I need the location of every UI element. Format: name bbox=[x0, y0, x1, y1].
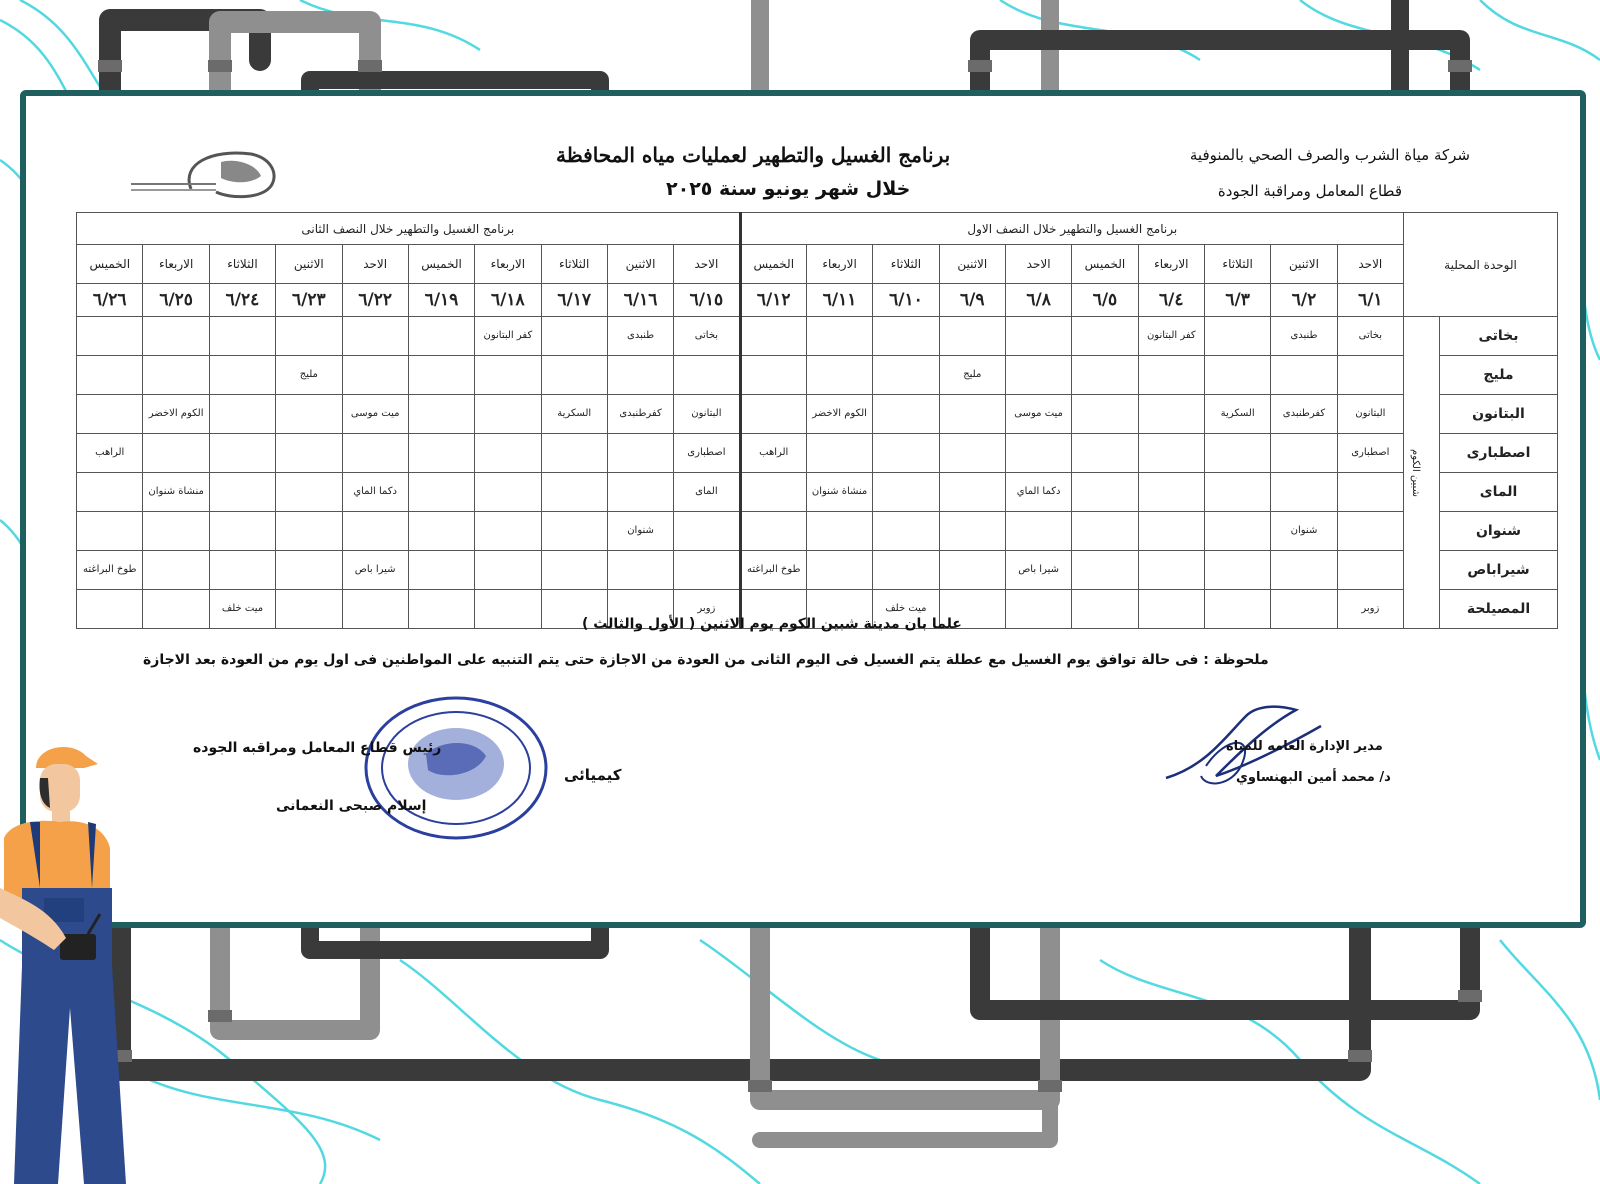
schedule-cell bbox=[541, 551, 607, 590]
schedule-cell bbox=[276, 590, 342, 629]
schedule-cell bbox=[1138, 590, 1204, 629]
date-header: ٦/٢٣ bbox=[276, 284, 342, 317]
schedule-cell bbox=[408, 317, 474, 356]
schedule-cell bbox=[1204, 551, 1270, 590]
first-half-header: برنامج الغسيل والتطهير خلال النصف الاول bbox=[740, 213, 1403, 245]
schedule-cell: دكما الماي bbox=[342, 473, 408, 512]
day-header: الخميس bbox=[1072, 245, 1138, 284]
schedule-cell bbox=[1072, 395, 1138, 434]
date-header: ٦/٢٤ bbox=[209, 284, 275, 317]
day-header: الاربعاء bbox=[806, 245, 872, 284]
schedule-cell: كفرطنبدى bbox=[607, 395, 673, 434]
table-row bbox=[77, 551, 1558, 590]
schedule-cell bbox=[740, 512, 806, 551]
day-header: الاثنين bbox=[276, 245, 342, 284]
schedule-cell: السكرية bbox=[541, 395, 607, 434]
schedule-cell: السكرية bbox=[1204, 395, 1270, 434]
schedule-cell: شيرا باص bbox=[1005, 551, 1071, 590]
schedule-cell: بخاتى bbox=[674, 317, 740, 356]
table-row bbox=[77, 395, 1558, 434]
schedule-cell bbox=[1271, 434, 1337, 473]
schedule-cell bbox=[1138, 356, 1204, 395]
schedule-cell: ميت خلف bbox=[873, 590, 939, 629]
schedule-cell: كفر البتانون bbox=[475, 317, 541, 356]
schedule-cell: طوخ البراغته bbox=[77, 551, 143, 590]
schedule-cell bbox=[674, 512, 740, 551]
washing-schedule-table bbox=[76, 212, 1558, 629]
schedule-cell: اصطبارى bbox=[1337, 434, 1403, 473]
schedule-cell bbox=[541, 512, 607, 551]
schedule-cell bbox=[806, 356, 872, 395]
schedule-cell bbox=[1138, 434, 1204, 473]
schedule-cell bbox=[475, 473, 541, 512]
schedule-cell bbox=[1337, 356, 1403, 395]
lab-sector-head-title: رئيس قطاع المعامل ومراقبه الجوده bbox=[193, 740, 442, 756]
unit-name: المصيلحة bbox=[1440, 590, 1558, 629]
schedule-cell: دكما الماي bbox=[1005, 473, 1071, 512]
schedule-cell: اصطبارى bbox=[674, 434, 740, 473]
day-header: الاربعاء bbox=[1138, 245, 1204, 284]
unit-name: الماى bbox=[1440, 473, 1558, 512]
schedule-cell bbox=[77, 395, 143, 434]
schedule-cell bbox=[342, 356, 408, 395]
table-row bbox=[77, 473, 1558, 512]
document-title: برنامج الغسيل والتطهير لعمليات مياه المحافظة bbox=[556, 143, 951, 167]
schedule-cell: الكوم الاخضر bbox=[806, 395, 872, 434]
schedule-cell bbox=[740, 356, 806, 395]
day-header: الخميس bbox=[77, 245, 143, 284]
table-row bbox=[77, 512, 1558, 551]
schedule-cell bbox=[939, 395, 1005, 434]
official-stamp bbox=[356, 692, 556, 844]
schedule-cell bbox=[873, 356, 939, 395]
schedule-cell bbox=[475, 356, 541, 395]
day-header: الاحد bbox=[1005, 245, 1071, 284]
date-header: ٦/٤ bbox=[1138, 284, 1204, 317]
schedule-cell bbox=[939, 512, 1005, 551]
schedule-cell bbox=[1337, 512, 1403, 551]
schedule-cell bbox=[607, 551, 673, 590]
schedule-cell: طنبدى bbox=[1271, 317, 1337, 356]
schedule-cell bbox=[408, 434, 474, 473]
schedule-cell bbox=[475, 512, 541, 551]
schedule-cell bbox=[342, 512, 408, 551]
schedule-cell: بخاتى bbox=[1337, 317, 1403, 356]
schedule-cell bbox=[408, 590, 474, 629]
schedule-board bbox=[20, 90, 1586, 928]
schedule-cell: زوبر bbox=[1337, 590, 1403, 629]
date-header: ٦/١ bbox=[1337, 284, 1403, 317]
schedule-cell bbox=[1005, 434, 1071, 473]
schedule-cell bbox=[806, 317, 872, 356]
schedule-cell: ميت موسى bbox=[1005, 395, 1071, 434]
schedule-cell bbox=[209, 356, 275, 395]
day-header: الثلاثاء bbox=[1204, 245, 1270, 284]
schedule-cell bbox=[143, 512, 209, 551]
date-header: ٦/١٩ bbox=[408, 284, 474, 317]
unit-name: بخاتى bbox=[1440, 317, 1558, 356]
date-header: ٦/١٠ bbox=[873, 284, 939, 317]
schedule-cell bbox=[1072, 551, 1138, 590]
schedule-cell bbox=[607, 434, 673, 473]
schedule-cell bbox=[939, 551, 1005, 590]
schedule-cell: البتانون bbox=[674, 395, 740, 434]
schedule-cell bbox=[674, 356, 740, 395]
schedule-cell: طوخ البراغته bbox=[740, 551, 806, 590]
schedule-cell: شنوان bbox=[607, 512, 673, 551]
day-header: الخميس bbox=[408, 245, 474, 284]
unit-name: اصطبارى bbox=[1440, 434, 1558, 473]
schedule-cell bbox=[408, 551, 474, 590]
date-header: ٦/٥ bbox=[1072, 284, 1138, 317]
water-director-title: مدير الإدارة العامه للمياه bbox=[1226, 739, 1383, 754]
schedule-cell: الراهب bbox=[77, 434, 143, 473]
region-label: شبين الكوم bbox=[1410, 448, 1422, 497]
document-subtitle: خلال شهر يونيو سنة ٢٠٢٥ bbox=[666, 178, 911, 200]
schedule-cell: منشاة شنوان bbox=[806, 473, 872, 512]
schedule-cell bbox=[209, 395, 275, 434]
schedule-cell bbox=[475, 590, 541, 629]
schedule-cell bbox=[740, 473, 806, 512]
schedule-cell: منشاة شنوان bbox=[143, 473, 209, 512]
schedule-cell: الماى bbox=[674, 473, 740, 512]
schedule-cell bbox=[1204, 512, 1270, 551]
table-row bbox=[77, 317, 1558, 356]
day-header: الثلاثاء bbox=[541, 245, 607, 284]
schedule-cell bbox=[806, 434, 872, 473]
schedule-cell bbox=[541, 473, 607, 512]
schedule-cell bbox=[873, 317, 939, 356]
dates-row bbox=[77, 284, 1558, 317]
schedule-cell bbox=[1138, 473, 1204, 512]
schedule-cell bbox=[873, 551, 939, 590]
schedule-cell bbox=[143, 590, 209, 629]
date-header: ٦/١٦ bbox=[607, 284, 673, 317]
day-header: الاحد bbox=[1337, 245, 1403, 284]
half-header-row bbox=[77, 213, 1558, 245]
schedule-cell bbox=[342, 317, 408, 356]
schedule-cell bbox=[674, 551, 740, 590]
date-header: ٦/٨ bbox=[1005, 284, 1071, 317]
schedule-cell: مليج bbox=[276, 356, 342, 395]
schedule-cell bbox=[209, 473, 275, 512]
day-header: الاثنين bbox=[1271, 245, 1337, 284]
date-header: ٦/٩ bbox=[939, 284, 1005, 317]
schedule-cell bbox=[1072, 434, 1138, 473]
schedule-cell bbox=[475, 395, 541, 434]
schedule-cell: الكوم الاخضر bbox=[143, 395, 209, 434]
schedule-cell bbox=[806, 512, 872, 551]
schedule-cell bbox=[1005, 356, 1071, 395]
date-header: ٦/٢ bbox=[1271, 284, 1337, 317]
company-logo bbox=[121, 144, 281, 204]
schedule-document bbox=[26, 96, 1580, 922]
schedule-cell bbox=[276, 551, 342, 590]
schedule-cell bbox=[1204, 317, 1270, 356]
schedule-cell bbox=[1204, 473, 1270, 512]
schedule-cell bbox=[541, 434, 607, 473]
unit-column-header: الوحدة المحلية bbox=[1404, 213, 1558, 317]
schedule-cell bbox=[1138, 512, 1204, 551]
schedule-cell bbox=[1138, 395, 1204, 434]
second-half-header: برنامج الغسيل والتطهير خلال النصف الثانى bbox=[77, 213, 741, 245]
day-header: الاربعاء bbox=[143, 245, 209, 284]
schedule-cell bbox=[1072, 356, 1138, 395]
date-header: ٦/١١ bbox=[806, 284, 872, 317]
schedule-cell bbox=[1072, 512, 1138, 551]
schedule-cell bbox=[939, 434, 1005, 473]
date-header: ٦/١٧ bbox=[541, 284, 607, 317]
days-row bbox=[77, 245, 1558, 284]
schedule-cell bbox=[276, 473, 342, 512]
schedule-cell bbox=[475, 551, 541, 590]
schedule-cell bbox=[939, 317, 1005, 356]
monday-notice: علما بان مدينة شبين الكوم يوم الاثنين ( الأول والثالث ) bbox=[582, 616, 962, 632]
schedule-cell: شيرا باص bbox=[342, 551, 408, 590]
schedule-cell bbox=[1072, 590, 1138, 629]
schedule-cell bbox=[209, 317, 275, 356]
schedule-cell bbox=[77, 473, 143, 512]
water-director-name: د/ محمد أمين البهنساوي bbox=[1236, 770, 1391, 785]
schedule-cell bbox=[1204, 356, 1270, 395]
schedule-body bbox=[77, 317, 1558, 629]
day-header: الثلاثاء bbox=[873, 245, 939, 284]
schedule-cell: زوبر bbox=[674, 590, 740, 629]
schedule-cell bbox=[408, 356, 474, 395]
schedule-cell bbox=[939, 473, 1005, 512]
schedule-cell: الراهب bbox=[740, 434, 806, 473]
schedule-cell bbox=[1005, 590, 1071, 629]
holiday-note: ملحوظة : فى حالة توافق يوم الغسيل مع عطلة يتم الغسيل فى اليوم الثانى من العودة من الاجازة حتى يتم التنبيه على المواطنين فى اول يوم من العودة بعد الاجازة bbox=[143, 652, 1269, 668]
schedule-cell bbox=[209, 551, 275, 590]
schedule-cell: مليج bbox=[939, 356, 1005, 395]
day-header: الثلاثاء bbox=[209, 245, 275, 284]
schedule-cell bbox=[873, 512, 939, 551]
date-header: ٦/٢٥ bbox=[143, 284, 209, 317]
schedule-cell: ميت خلف bbox=[209, 590, 275, 629]
schedule-cell bbox=[1204, 434, 1270, 473]
schedule-cell bbox=[408, 512, 474, 551]
schedule-cell bbox=[1005, 512, 1071, 551]
day-header: الاثنين bbox=[607, 245, 673, 284]
schedule-cell bbox=[740, 395, 806, 434]
schedule-cell bbox=[143, 317, 209, 356]
schedule-cell bbox=[143, 434, 209, 473]
schedule-cell bbox=[77, 356, 143, 395]
schedule-cell bbox=[77, 590, 143, 629]
schedule-cell: شنوان bbox=[1271, 512, 1337, 551]
schedule-cell bbox=[276, 317, 342, 356]
schedule-cell bbox=[541, 317, 607, 356]
schedule-cell bbox=[607, 356, 673, 395]
schedule-cell bbox=[607, 473, 673, 512]
schedule-cell bbox=[541, 356, 607, 395]
date-header: ٦/١٢ bbox=[740, 284, 806, 317]
schedule-cell: كفر البتانون bbox=[1138, 317, 1204, 356]
schedule-cell bbox=[276, 512, 342, 551]
schedule-cell bbox=[740, 317, 806, 356]
sector-name: قطاع المعامل ومراقبة الجودة bbox=[1217, 182, 1402, 200]
schedule-cell: ميت موسى bbox=[342, 395, 408, 434]
worker-illustration bbox=[0, 738, 150, 1184]
schedule-cell bbox=[408, 473, 474, 512]
schedule-cell bbox=[143, 356, 209, 395]
schedule-cell bbox=[1072, 317, 1138, 356]
schedule-cell bbox=[1271, 473, 1337, 512]
unit-name: مليج bbox=[1440, 356, 1558, 395]
schedule-cell bbox=[342, 434, 408, 473]
schedule-cell bbox=[143, 551, 209, 590]
date-header: ٦/١٨ bbox=[475, 284, 541, 317]
date-header: ٦/٢٦ bbox=[77, 284, 143, 317]
schedule-cell bbox=[276, 395, 342, 434]
schedule-cell: كفرطنبدى bbox=[1271, 395, 1337, 434]
schedule-cell bbox=[342, 590, 408, 629]
schedule-cell bbox=[1072, 473, 1138, 512]
schedule-cell: طنبدى bbox=[607, 317, 673, 356]
lab-sector-head-name: إسلام صبحى النعمانى bbox=[276, 798, 427, 814]
day-header: الاثنين bbox=[939, 245, 1005, 284]
table-row bbox=[77, 434, 1558, 473]
schedule-cell bbox=[1005, 317, 1071, 356]
schedule-cell bbox=[1271, 590, 1337, 629]
date-header: ٦/٣ bbox=[1204, 284, 1270, 317]
unit-name: شنوان bbox=[1440, 512, 1558, 551]
schedule-cell bbox=[1204, 590, 1270, 629]
schedule-cell bbox=[276, 434, 342, 473]
schedule-cell bbox=[209, 434, 275, 473]
schedule-cell bbox=[475, 434, 541, 473]
day-header: الاحد bbox=[674, 245, 740, 284]
schedule-cell bbox=[77, 317, 143, 356]
date-header: ٦/١٥ bbox=[674, 284, 740, 317]
schedule-cell: البتانون bbox=[1337, 395, 1403, 434]
schedule-cell bbox=[873, 434, 939, 473]
schedule-cell bbox=[806, 551, 872, 590]
schedule-cell bbox=[1271, 356, 1337, 395]
schedule-cell bbox=[408, 395, 474, 434]
day-header: الخميس bbox=[740, 245, 806, 284]
unit-name: شيراباص bbox=[1440, 551, 1558, 590]
date-header: ٦/٢٢ bbox=[342, 284, 408, 317]
schedule-cell bbox=[1271, 551, 1337, 590]
chemist-label: كيميائى bbox=[564, 766, 622, 784]
day-header: الاحد bbox=[342, 245, 408, 284]
region-label-cell bbox=[1404, 317, 1440, 629]
table-row bbox=[77, 356, 1558, 395]
schedule-cell bbox=[77, 512, 143, 551]
schedule-cell bbox=[873, 473, 939, 512]
schedule-cell bbox=[1138, 551, 1204, 590]
schedule-cell bbox=[873, 395, 939, 434]
schedule-cell bbox=[209, 512, 275, 551]
schedule-cell bbox=[1337, 551, 1403, 590]
company-name: شركة مياة الشرب والصرف الصحي بالمنوفية bbox=[1189, 146, 1470, 164]
day-header: الاربعاء bbox=[475, 245, 541, 284]
unit-name: البتانون bbox=[1440, 395, 1558, 434]
